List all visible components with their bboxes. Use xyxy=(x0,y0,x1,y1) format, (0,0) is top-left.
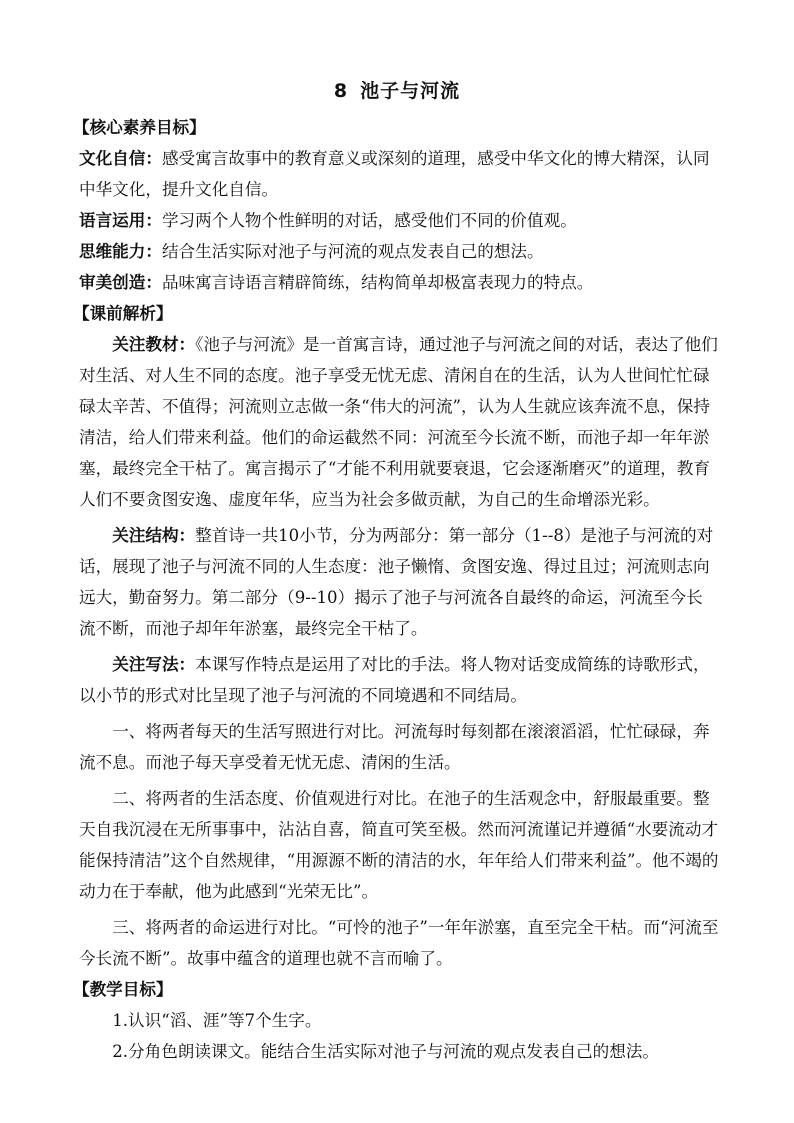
paragraph-point: 二、将两者的生活态度、价值观进行对比。在池子的生活观念中，舒服最重要。整天自我沉浸在无所事事中，沾沾自喜，简直可笑至极。然而河流谨记并遵循“水要流动才能保持清洁”这个自然规律，“用源源不断的清洁的水，年年给人们带来利益”。他不竭的动力在于奉献，他为此感到“光荣无比”。 xyxy=(79,789,719,901)
lesson-number: 8 xyxy=(333,80,349,102)
section-heading-analysis: 【课前解析】 xyxy=(73,303,173,323)
paragraph-text: 《池子与河流》是一首寓言诗，通过池子与河流之间的对话，表达了他们对生活、对人生不同的态度。池子享受无忧无虑、清闲自在的生活，认为人世间忙忙碌碌太辛苦、不值得；河流则立志做一条“伟大的河流”，认为人生就应该奔流不息，保持清洁，给人们带来利益。他们的命运截然不同：河流至今长流不断，而池子却一年年淤塞，最终完全干枯了。寓言揭示了“才能不利用就要衰退，它会逐渐磨灭”的道理，教育人们不要贪图安逸、虚度年华，应当为社会多做贡献，为自己的生命增添光彩。 xyxy=(79,335,718,509)
page-title xyxy=(0,76,794,103)
literacy-item-label: 思维能力： xyxy=(79,241,162,261)
literacy-item-text: 品味寓言诗语言精辟简练，结构简单却极富表现力的特点。 xyxy=(161,273,594,292)
literacy-item-text: 学习两个人物个性鲜明的对话，感受他们不同的价值观。 xyxy=(161,211,577,230)
literacy-item-label: 语言运用： xyxy=(79,210,162,230)
paragraph-text: 本课写作特点是运用了对比的手法。将人物对话变成简练的诗歌形式，以小节的形式对比呈现了池子与河流的不同境遇和不同结局。 xyxy=(79,655,710,705)
paragraph-label: 关注写法： xyxy=(112,654,196,674)
literacy-item xyxy=(79,267,719,298)
paragraph-label: 关注教材： xyxy=(112,334,196,354)
paragraph-focus-material xyxy=(79,329,719,515)
paragraph-text: 整首诗一共10小节，分为两部分：第一部分（1--8）是池子与河流的对话，展现了池子与河流不同的人生态度：池子懒惰、贪图安逸、得过且过；河流则志向远大，勤奋努力。第二部分（9--10）揭示了池子与河流各自最终的命运，河流至今长流不断，而池子却年年淤塞，最终完全干枯了。 xyxy=(79,526,714,638)
lesson-title: 池子与河流 xyxy=(360,80,461,102)
literacy-item-text: 感受寓言故事中的教育意义或深刻的道理，感受中华文化的博大精深，认同中华文化，提升文化自信。 xyxy=(79,149,710,199)
paragraph-point: 三、将两者的命运进行对比。“可怜的池子”一年年淤塞，直至完全干枯。而“河流至今长流不断”。故事中蕴含的道理也就不言而喻了。 xyxy=(79,918,719,968)
paragraph-point: 一、将两者每天的生活写照进行对比。河流每时每刻都在滚滚滔滔，忙忙碌碌，奔流不息。而池子每天享受着无忧无虑、清闲的生活。 xyxy=(79,722,710,772)
literacy-item xyxy=(79,143,719,205)
section-heading-teaching: 【教学目标】 xyxy=(73,979,173,999)
document-body xyxy=(73,112,719,1067)
paragraph-focus-writing xyxy=(79,649,719,711)
teaching-goal: 2.分角色朗读课文。能结合生活实际对池子与河流的观点发表自己的想法。 xyxy=(112,1042,660,1061)
section-heading-literacy: 【核心素养目标】 xyxy=(73,117,206,137)
teaching-goal: 1.认识“滔、涯”等7个生字。 xyxy=(112,1011,322,1030)
paragraph-focus-structure xyxy=(79,520,719,644)
paragraph-label: 关注结构： xyxy=(112,525,196,545)
literacy-item xyxy=(79,236,719,267)
literacy-item-label: 文化自信： xyxy=(79,148,162,168)
literacy-item xyxy=(79,205,719,236)
literacy-item-text: 结合生活实际对池子与河流的观点发表自己的想法。 xyxy=(161,242,544,261)
literacy-item-label: 审美创造： xyxy=(79,272,162,292)
